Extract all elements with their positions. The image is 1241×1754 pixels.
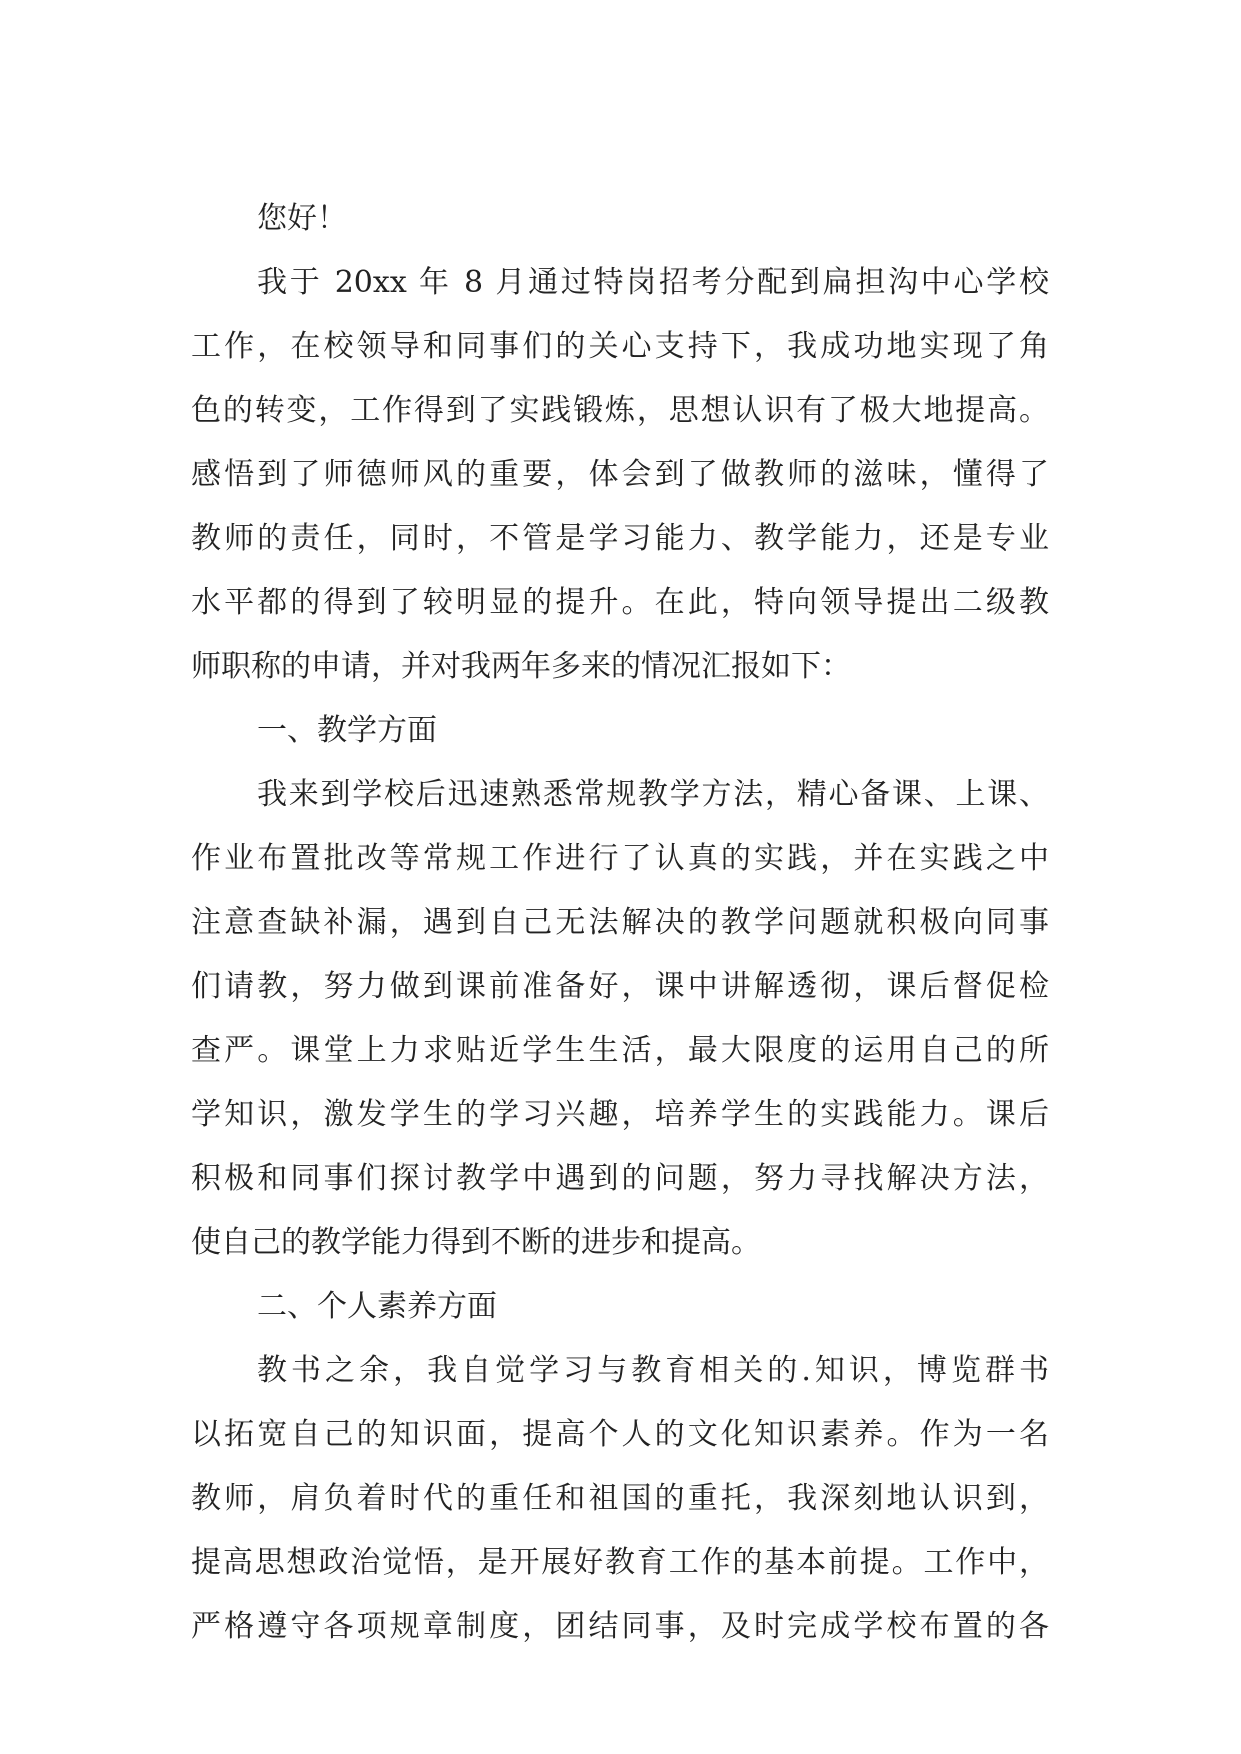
paragraph-line: 使自己的教学能力得到不断的进步和提高。 [191,1225,761,1260]
document-body [191,187,1049,1659]
paragraph-line: 学知识，激发学生的学习兴趣，培养学生的实践能力。课后 [191,1097,1049,1132]
paragraph-line: 以拓宽自己的知识面，提高个人的文化知识素养。作为一名 [191,1417,1049,1452]
paragraph-line: 查严。课堂上力求贴近学生生活，最大限度的运用自己的所 [191,1033,1049,1068]
section-heading: 二、个人素养方面 [257,1289,497,1324]
paragraph-line: 我来到学校后迅速熟悉常规教学方法，精心备课、上课、 [257,777,1049,812]
paragraph-line: 提高思想政治觉悟，是开展好教育工作的基本前提。工作中， [191,1545,1049,1580]
paragraph-line: 水平都的得到了较明显的提升。在此，特向领导提出二级教 [191,585,1049,620]
paragraph-line: 教书之余，我自觉学习与教育相关的.知识，博览群书 [257,1353,1049,1388]
paragraph-line: 积极和同事们探讨教学中遇到的问题，努力寻找解决方法， [191,1161,1049,1196]
paragraph-line: 严格遵守各项规章制度，团结同事，及时完成学校布置的各 [191,1609,1049,1644]
paragraph-line: 注意查缺补漏，遇到自己无法解决的教学问题就积极向同事 [191,905,1049,940]
paragraph-line: 教师，肩负着时代的重任和祖国的重托，我深刻地认识到， [191,1481,1049,1516]
paragraph-line: 工作，在校领导和同事们的关心支持下，我成功地实现了角 [191,329,1049,364]
section-heading: 一、教学方面 [257,713,437,748]
paragraph-line: 师职称的申请，并对我两年多来的情况汇报如下： [191,649,851,684]
paragraph-line: 我于 20xx 年 8 月通过特岗招考分配到扁担沟中心学校 [257,265,1049,300]
paragraph-line: 色的转变，工作得到了实践锻炼，思想认识有了极大地提高。 [191,393,1049,428]
paragraph-line: 教师的责任，同时，不管是学习能力、教学能力，还是专业 [191,521,1049,556]
paragraph-line: 们请教，努力做到课前准备好，课中讲解透彻，课后督促检 [191,969,1049,1004]
greeting-line: 您好！ [257,201,347,236]
paragraph-line: 作业布置批改等常规工作进行了认真的实践，并在实践之中 [191,841,1049,876]
paragraph-line: 感悟到了师德师风的重要，体会到了做教师的滋味，懂得了 [191,457,1049,492]
